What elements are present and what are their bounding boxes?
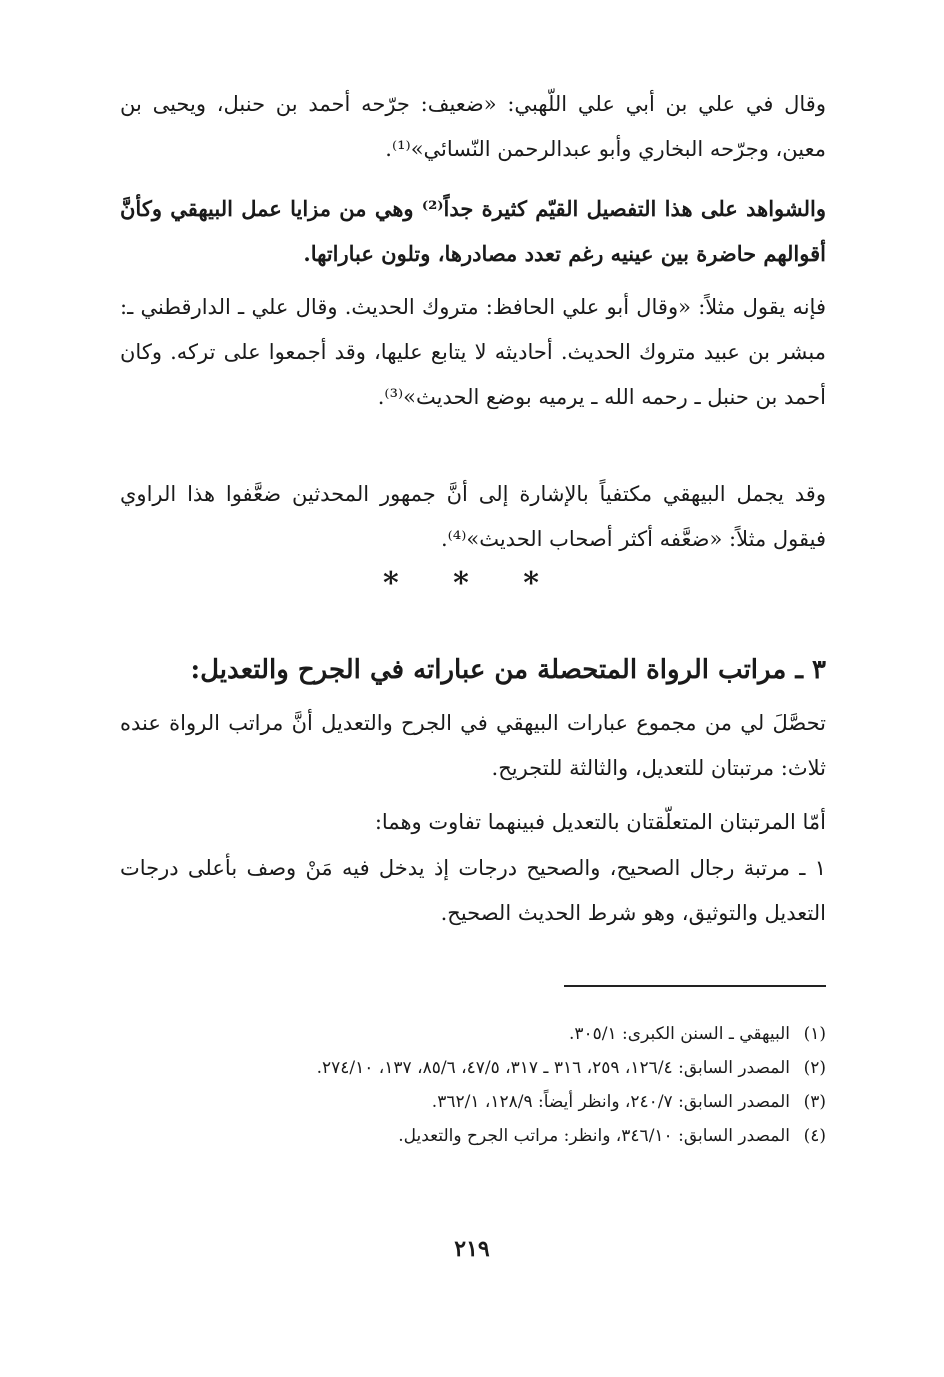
paragraph-5: تحصَّلَ لي من مجموع عبارات البيهقي في الجرح والتعديل أنَّ مراتب الرواة عنده ثلاث: مرتبتان للتعديل، والثالثة للتجريح. [120, 711, 826, 780]
paragraph-4: وقد يجمل البيهقي مكتفياً بالإشارة إلى أنَّ جمهور المحدثين ضعَّفوا هذا الراوي فيقول مثلاً: «ضعَّفه أكثر أصحاب الحديث»⁽⁴⁾. [120, 482, 826, 551]
paragraph-3: فإنه يقول مثلاً: «وقال أبو علي الحافظ: متروك الحديث. وقال علي ـ الدارقطني ـ: مبشر بن عبيد متروك الحديث. أحاديثه لا يتابع عليها، وقد أجمعوا على تركه. وكان أحمد بن حنبل ـ رحمه الله ـ يرميه بوضع الحديث»⁽³⁾. [120, 295, 826, 409]
footnote-text: المصدر السابق: ٢٤٠/٧، وانظر أيضاً: ١٢٨/٩، ٣٦٢/١. [431, 1092, 790, 1112]
footnote-text: البيهقي ـ السنن الكبرى: ٣٠٥/١. [568, 1024, 790, 1044]
footnote-number: (١) [803, 1024, 826, 1044]
footnote-1 [120, 1017, 826, 1051]
section-separator-stars: * * * [383, 566, 561, 601]
footnote-2 [120, 1051, 826, 1085]
footnote-text: المصدر السابق: ٣٤٦/١٠، وانظر: مراتب الجرح والتعديل. [398, 1126, 790, 1146]
paragraph-7: ١ ـ مرتبة رجال الصحيح، والصحيح درجات إذ يدخل فيه مَنْ وصف بأعلى درجات التعديل والتوثيق، وهو شرط الحديث الصحيح. [120, 856, 826, 925]
section-heading: ٣ ـ مراتب الرواة المتحصلة من عباراته في الجرح والتعديل: [190, 655, 826, 685]
page-number: ٢١٩ [454, 1236, 490, 1262]
footnote-divider [564, 985, 826, 987]
paragraph-6: أمّا المرتبتان المتعلّقتان بالتعديل فبينهما تفاوت وهما: [374, 810, 826, 834]
footnote-4 [120, 1119, 826, 1153]
paragraph-2: والشواهد على هذا التفصيل القيّم كثيرة جداً⁽²⁾ وهي من مزايا عمل البيهقي وكأنَّ أقوالهم حاضرة بين عينيه رغم تعدد مصادرها، وتلون عباراتها. [120, 196, 826, 266]
footnote-3 [120, 1085, 826, 1119]
footnote-number: (٣) [803, 1092, 826, 1112]
footnote-text: المصدر السابق: ١٢٦/٤، ٢٥٩، ٣١٦ ـ ٣١٧، ٤٧/٥، ٨٥/٦، ١٣٧، ٢٧٤/١٠. [316, 1058, 790, 1078]
footnote-number: (٢) [803, 1058, 826, 1078]
footnotes [120, 1017, 826, 1153]
footnote-number: (٤) [803, 1126, 826, 1146]
paragraph-1: وقال في علي بن أبي علي اللّهبي: «ضعيف: جرّحه أحمد بن حنبل، ويحيى بن معين، وجرّحه البخاري وأبو عبدالرحمن النّسائي»⁽¹⁾. [120, 92, 826, 161]
